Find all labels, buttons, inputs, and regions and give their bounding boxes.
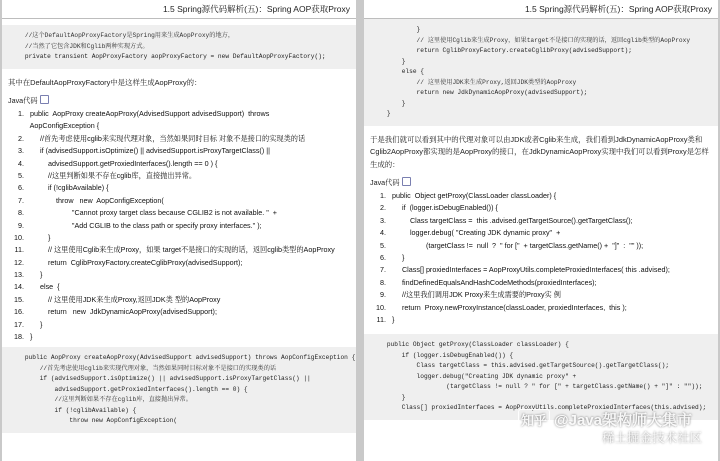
line-code: if (logger.isDebugEnabled()) {: [386, 203, 498, 213]
line-code: // 这里使用JDK来生成Proxy,返回JDK类 型的AopProxy: [24, 294, 221, 304]
java-code-label-text: Java代码: [370, 178, 400, 187]
code-listing-line: [364, 302, 718, 314]
code-line: if (!cglibAvailable) {: [10, 406, 137, 414]
code-line: (targetClass != null ? " for [" + targetClass.getName() + "]" : ""));: [372, 383, 703, 391]
code-listing-line: [2, 182, 356, 194]
code-listing-line: [2, 120, 356, 132]
code-line: logger.debug("Creating JDK dynamic proxy" +: [372, 372, 577, 380]
line-number: 14.: [14, 282, 24, 292]
line-number: 16.: [14, 307, 24, 317]
page-header: 1.5 Spring源代码解析(五)：Spring AOP获取Proxy: [364, 0, 718, 19]
line-code: return CglibProxyFactory.createCglibProxy(advisedSupport);: [24, 257, 243, 267]
line-code: logger.debug( "Creating JDK dynamic proxy" +: [386, 228, 561, 238]
java-code-label-text: Java代码: [8, 96, 38, 105]
code-listing-line: [2, 207, 356, 219]
code-listing-line: [2, 306, 356, 318]
line-number: 8.: [18, 208, 24, 218]
line-number: 10.: [14, 232, 24, 242]
line-code: }: [24, 270, 43, 280]
line-code: }: [386, 252, 405, 262]
code-listing-line: [364, 190, 718, 202]
line-number: 4.: [18, 158, 24, 168]
code-listing-line: [2, 257, 356, 269]
line-number: 17.: [14, 319, 24, 329]
line-number: 18.: [14, 332, 24, 342]
line-number: 7.: [380, 265, 386, 275]
code-listing-line: [364, 264, 718, 276]
zhihu-watermark: [518, 409, 692, 430]
line-code: advisedSupport.getProxiedInterfaces().length == 0 ) {: [24, 158, 218, 168]
copy-code-icon[interactable]: [402, 177, 411, 186]
line-number: [2, 120, 24, 132]
code-listing-line: [364, 202, 718, 214]
code-listing-line: [364, 227, 718, 239]
code-line: //这里判断如果不存在cglib库，直接抛出异常。: [10, 396, 192, 404]
line-code: (targetClass != null ? " for [" + targetClass.getName() + "]" : "" ));: [386, 240, 644, 250]
code-listing-line: [2, 170, 356, 182]
code-listing-line: [2, 281, 356, 293]
right-document-page: [364, 0, 718, 461]
line-number: 2.: [18, 133, 24, 143]
body-paragraph: 其中在DefaultAopProxyFactory中是这样生成AopProxy的：: [8, 77, 202, 87]
line-number: 11.: [376, 314, 386, 324]
code-line: //当然了它包含JDK和Cglib两种实现方式。: [10, 42, 149, 50]
line-code: "Cannot proxy target class because CGLIB2 is not available. " +: [24, 208, 277, 218]
code-block-get-proxy: [364, 334, 718, 420]
code-block-aop-proxy-factory: [2, 25, 356, 69]
line-code: //这里我们调用JDK Proxy来生成需要的Proxy实 例: [386, 290, 561, 300]
copy-code-icon[interactable]: [40, 95, 49, 104]
line-number: 5.: [18, 170, 24, 180]
code-listing-line: [2, 232, 356, 244]
line-number: 1.: [380, 191, 386, 200]
code-line: }: [372, 57, 406, 65]
line-code: }: [24, 332, 33, 342]
body-paragraph: 于是我们就可以看到其中的代理对象可以由JDK或者Cglib来生成，我们看到JdkDynamicAopProxy类和Cglib2AopProxy都实现的是AopProxy的接口，在JdkDynamicAopProxy实现中我们可以看到Proxy是怎样生成的：: [370, 134, 709, 169]
line-code: else {: [24, 282, 60, 292]
code-block-create-aop-proxy: [2, 347, 356, 433]
code-listing-line: [364, 240, 718, 252]
line-number: 1.: [18, 109, 24, 118]
code-line: // 这里使用JDK来生成Proxy,返回JDK类型的AopProxy: [372, 78, 577, 86]
code-listing-line: [364, 252, 718, 264]
code-line: public Object getProxy(ClassLoader classLoader) {: [372, 341, 569, 349]
code-listing-line: [364, 289, 718, 301]
java-code-label: [2, 95, 356, 106]
line-code: return Proxy.newProxyInstance(classLoader, proxiedInterfaces, this );: [386, 302, 627, 312]
code-listing-line: [2, 294, 356, 306]
code-line: Class[] proxiedInterfaces = AopProxyUtils.completeProxiedInterfaces(this.advised);: [372, 404, 707, 412]
code-listing-line: [2, 158, 356, 170]
line-code: AopConfigException {: [24, 121, 100, 131]
code-line: if (advisedSupport.isOptimize() || advisedSupport.isProxyTargetClass() ||: [10, 375, 311, 383]
page-header: 1.5 Spring源代码解析(五)：Spring AOP获取Proxy: [2, 0, 356, 19]
code-listing-line: [2, 133, 356, 145]
code-line: }: [372, 393, 406, 401]
code-line: public AopProxy createAopProxy(AdvisedSupport advisedSupport) throws AopConfigException {: [10, 354, 356, 362]
code-listing-line: [2, 244, 356, 256]
line-code: if (!cglibAvailable) {: [24, 183, 109, 193]
code-line: }: [372, 26, 421, 33]
line-code: if (advisedSupport.isOptimize() || advisedSupport.isProxyTargetClass() ||: [24, 146, 270, 156]
zhihu-badge: 知乎: [518, 409, 550, 430]
line-number: 3.: [380, 215, 386, 225]
line-number: 11.: [14, 245, 24, 255]
line-number: 13.: [14, 270, 24, 280]
line-code: Class targetClass = this .advised.getTargetSource().getTargetClass();: [386, 215, 633, 225]
code-listing-line: [364, 277, 718, 289]
code-line: else {: [372, 68, 424, 75]
code-line: private transient AopProxyFactory aopProxyFactory = new DefaultAopProxyFactory();: [10, 53, 326, 60]
line-code: public Object getProxy(ClassLoader classLoader) {: [386, 191, 557, 200]
line-number: 2.: [380, 203, 386, 213]
code-listing-line: [2, 195, 356, 207]
line-number: 7.: [18, 195, 24, 205]
line-code: "Add CGLIB to the class path or specify proxy interfaces." );: [24, 220, 262, 230]
line-code: }: [386, 314, 395, 324]
code-line: //这个DefaultAopProxyFactory是Spring用来生成AopProxy的地方，: [10, 32, 235, 39]
code-line: if (logger.isDebugEnabled()) {: [372, 351, 514, 359]
code-listing-line: [364, 215, 718, 227]
code-line: Class targetClass = this.advised.getTargetSource().getTargetClass();: [372, 362, 670, 370]
code-listing-line: [2, 108, 356, 120]
code-block-create-aop-proxy-end: [364, 19, 718, 126]
code-listing-line: [2, 269, 356, 281]
line-number: 4.: [380, 228, 386, 238]
code-line: }: [372, 99, 406, 107]
line-code: findDefinedEqualsAndHashCodeMethods(proxiedInterfaces);: [386, 277, 597, 287]
line-code: }: [24, 232, 51, 242]
juejin-watermark: 稀土掘金技术社区: [601, 431, 702, 445]
line-code: public AopProxy createAopProxy(AdvisedSupport advisedSupport) throws: [24, 109, 270, 118]
code-line: throw new AopConfigException(: [10, 417, 178, 425]
code-listing-line: [2, 331, 356, 343]
code-listing-line: [2, 145, 356, 157]
line-number: 8.: [380, 277, 386, 287]
code-listing-line: [2, 319, 356, 331]
numbered-code-listing: [364, 190, 718, 326]
line-code: return new JdkDynamicAopProxy(advisedSupport);: [24, 307, 217, 317]
line-number: 15.: [14, 294, 24, 304]
numbered-code-listing: [2, 108, 356, 343]
code-line: // 这里使用Cglib来生成Proxy，如果target不是接口的实现的话，返回cglib类型的AopProxy: [372, 36, 691, 44]
line-number: 9.: [380, 290, 386, 300]
line-number: 10.: [376, 302, 386, 312]
line-number: 6.: [18, 183, 24, 193]
code-listing-line: [2, 220, 356, 232]
code-line: //首先考虑使用cglib来实现代理对象，当然如果同时目标对象不是接口的实现类的话: [10, 364, 277, 372]
line-code: throw new AopConfigException(: [24, 195, 164, 205]
line-code: //这里判断如果不存在cglib库，直接抛出异常。: [24, 170, 197, 180]
code-line: return CglibProxyFactory.createCglibProxy(advisedSupport);: [372, 47, 632, 54]
code-line: return new JdkDynamicAopProxy(advisedSupport);: [372, 89, 588, 96]
code-line: }: [372, 110, 391, 117]
line-number: 9.: [18, 220, 24, 230]
line-code: }: [24, 319, 43, 329]
line-code: Class[] proxiedInterfaces = AopProxyUtils.completeProxiedInterfaces( this .advised);: [386, 265, 670, 275]
line-number: 5.: [380, 240, 386, 250]
java-code-label: [364, 177, 718, 188]
code-line: advisedSupport.getProxiedInterfaces().length == 0) {: [10, 385, 248, 393]
line-number: 6.: [380, 252, 386, 262]
line-number: 3.: [18, 146, 24, 156]
line-number: 12.: [14, 257, 24, 267]
code-listing-line: [364, 314, 718, 326]
line-code: //首先考虑使用cglib来实现代理对象，当然如果同时目标 对象不是接口的实现类的话: [24, 133, 306, 143]
left-document-page: [2, 0, 356, 461]
line-code: // 这里使用Cglib来生成Proxy，如果 target不是接口的实现的话，返回cglib类型的AopProxy: [24, 245, 335, 255]
watermark-author: @Java架构师大集市: [554, 412, 692, 429]
